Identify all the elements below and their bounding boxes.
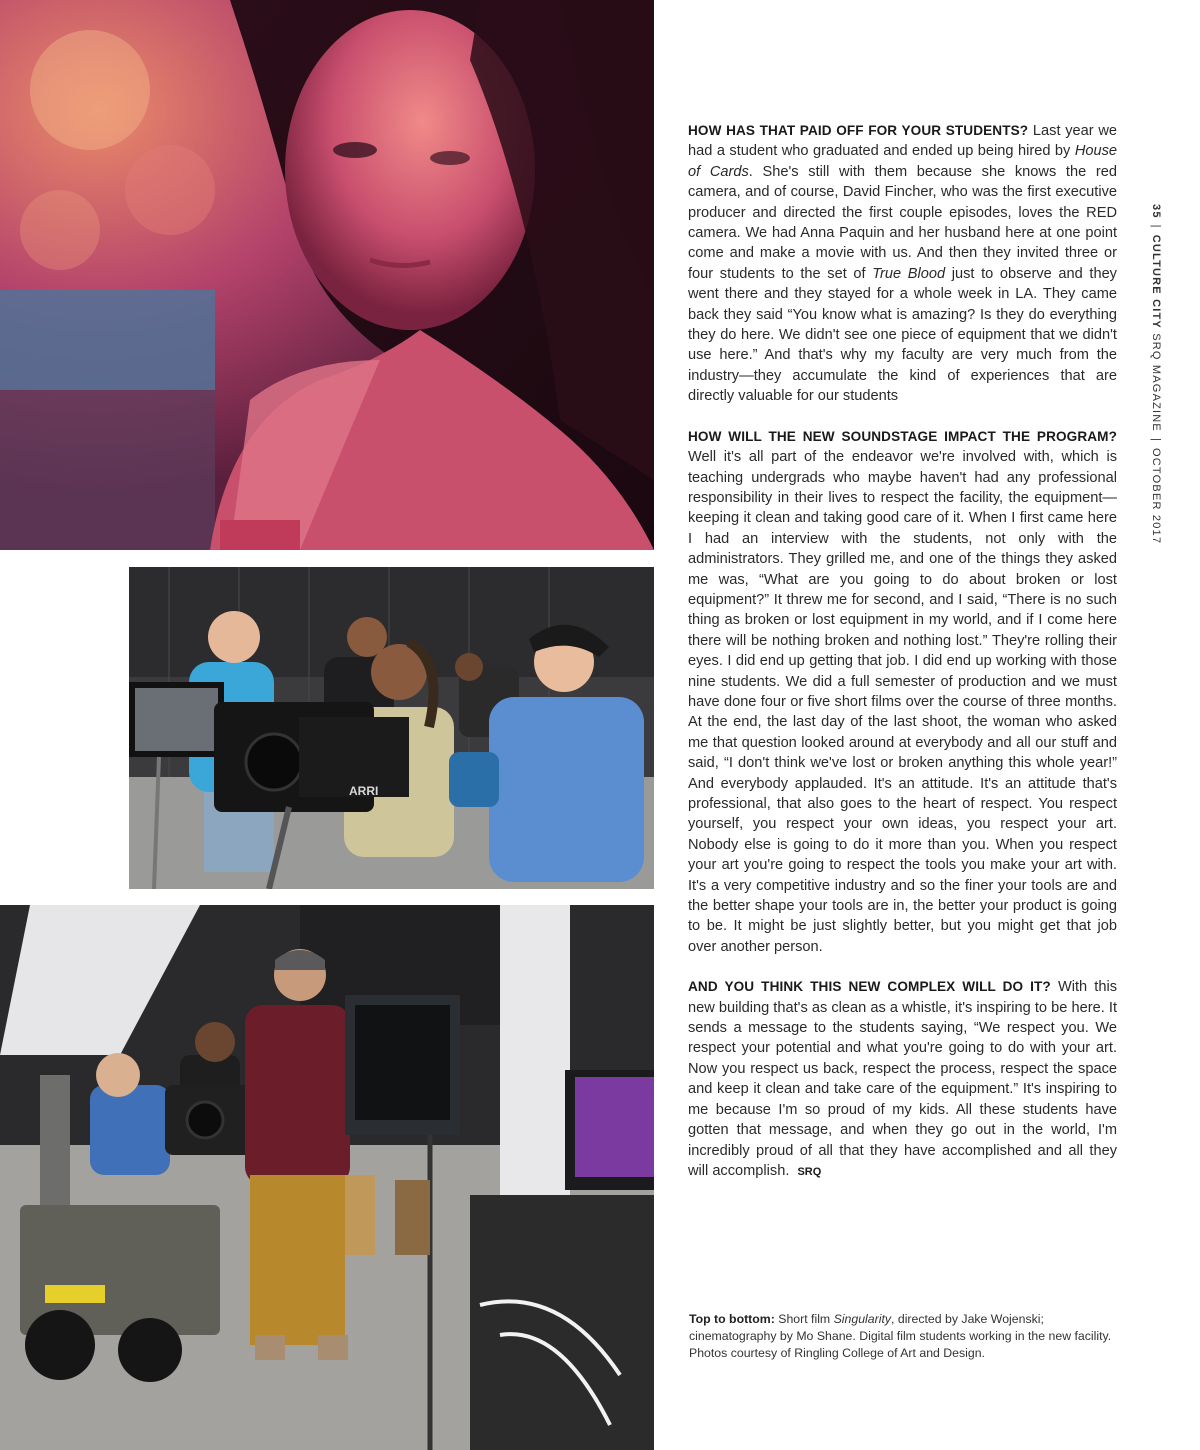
students-camera-image (129, 567, 654, 889)
caption-label: Top to bottom: (689, 1312, 775, 1326)
caption-film-title: Singularity (833, 1312, 892, 1326)
publication-name: SRQ MAGAZINE (1150, 333, 1162, 432)
photo-soundstage (0, 905, 654, 1450)
question-2: HOW WILL THE NEW SOUNDSTAGE IMPACT THE PROGRAM? (688, 428, 1117, 444)
article-body (688, 121, 1117, 1202)
photo-students-camera (129, 567, 654, 889)
paragraph-2 (688, 427, 1117, 958)
answer-1-text-continued: . She's still with them because she knows the red camera, and of course, David Fincher, who was the first executive producer and directed the first couple episodes, loves the RED camera. We had Anna Paquin and her husband here at one point come and make a movie with us. And then they invited three or four students to the set of (688, 163, 1117, 282)
paragraph-1 (688, 121, 1117, 407)
srq-signoff: SRQ (797, 1165, 822, 1178)
svg-text:ARRI: ARRI (349, 784, 379, 798)
answer-3-text: With this new building that's as clean as a whistle, it's inspiring to be here. It sends a message to the students saying, “We respect you. We respect your potential and what you're going to do with your art. Now you respect us back, respect the process, respect the space and keep it clean and take care of the equipment.” It's inspiring to me because I'm so proud of my kids. All these students have gotten that message, and when they go out in the world, I'm incredibly proud of all that they have accomplished and all they will accomplish. (688, 979, 1118, 1179)
folio-divider: | (1150, 437, 1162, 443)
page-number: 35 (1150, 204, 1162, 219)
folio-divider: | (1150, 224, 1162, 229)
photo-caption (689, 1311, 1129, 1362)
show-title-house-of-cards: House of Cards (688, 143, 1117, 180)
paragraph-3 (688, 977, 1117, 1182)
question-1: HOW HAS THAT PAID OFF FOR YOUR STUDENTS? (688, 123, 1029, 138)
section-name: CULTURE CITY (1150, 234, 1162, 329)
film-still-image (0, 0, 654, 550)
question-3: AND YOU THINK THIS NEW COMPLEX WILL DO IT? (688, 979, 1051, 995)
caption-text: Short film (774, 1312, 834, 1326)
page-folio (1150, 204, 1162, 544)
answer-1-text-end: just to observe and they went there and they stayed for a whole week in LA. They came back they said “You know what is amazing? Is they do everything they do here. We didn't see one piece of equipment that we didn't use here.” And that's why my faculty are very much from the industry—they accumulate the kind of experiences that are directly valuable for our students (688, 265, 1117, 405)
answer-1-text: Last year we had a student who graduated and ended up being hired by (688, 123, 1117, 160)
show-title-true-blood: True Blood (872, 265, 946, 282)
photo-film-still (0, 0, 654, 550)
answer-2-text: Well it's all part of the endeavor we're involved with, which is teaching undergrads who maybe haven't had any professional responsibility in their lives to respect the facility, the equipment—keeping it clean and taking good care of it. When I first came here I had an interview with the students, not only with the administrators. They grilled me, and one of the things they asked me was, “What are you going to do about broken or lost equipment?” It threw me for second, and I said, “There is no such thing as broken or lost equipment in my world, and if I come here there will be nothing broken and nothing lost.” They're rolling their eyes. I did end up getting that job. I did end up working with those nine students. We did a full semester of production and we must have done four or five short films over the course of three months. At the end, the last day of the last shoot, the woman who asked me that question looked around at everybody and all our stuff and said, “I don't think we've lost or broken anything this whole year!” And everybody applauded. It's an attitude. It's an attitude that's professional, that also goes to the heart of respect. You respect yourself, you respect your own ideas, you respect your art. Nobody else is going to do it more than you. When you respect your art you're going to respect the tools you make your art with. It's a very competitive industry and so the finer your tools are and the better shape your tools are in, the better your product is going to be. It might be just slightly better, but you might get that job over another person. (688, 449, 1117, 955)
caption-text-continued: , directed by Jake Wojenski; cinematography by Mo Shane. Digital film students working in the new facility. Photos courtesy of Ringling College of Art and Design. (689, 1312, 1112, 1360)
soundstage-image (0, 905, 654, 1450)
issue-date: OCTOBER 2017 (1150, 448, 1162, 545)
